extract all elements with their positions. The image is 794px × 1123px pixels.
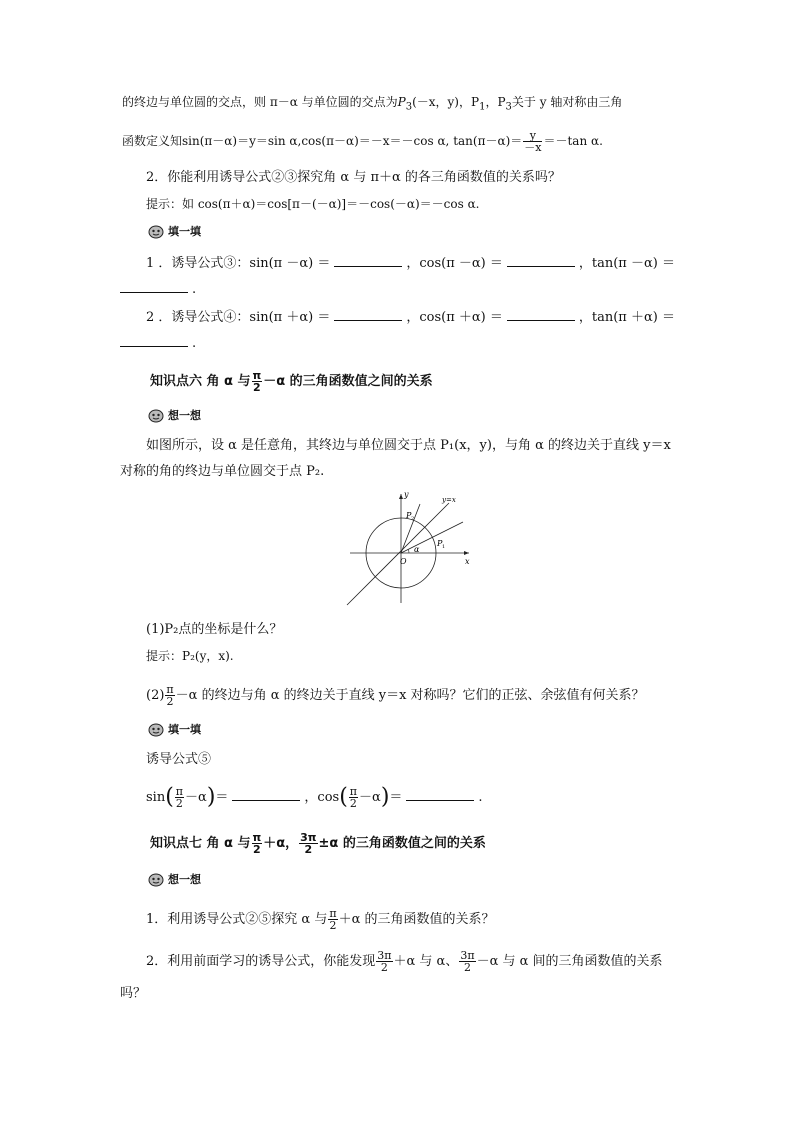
text-segment: 的终边与单位圆的交点，则 π－α 与单位圆的交点为	[122, 95, 398, 109]
fraction	[252, 370, 263, 393]
text-segment: －α 与 α 间的三角函数值的关系	[476, 954, 663, 969]
text-segment: 1．利用诱导公式②⑤探究 α 与	[146, 912, 328, 927]
fraction	[299, 832, 317, 855]
text-segment: 函数定义知sin(π－α)＝y＝sin α,cos(π－α)＝－x＝－cos α, tan(π－α)＝	[122, 134, 523, 148]
answer-blank[interactable]	[232, 788, 300, 801]
smiley-icon	[148, 873, 168, 887]
formula-3-line	[146, 254, 675, 272]
text-segment: ＝	[215, 790, 229, 805]
alpha-label: α	[414, 545, 420, 554]
line-label: y=x	[442, 496, 456, 504]
continued-text-line-1	[122, 94, 622, 115]
denominator: －x	[524, 141, 542, 154]
fraction	[523, 130, 542, 153]
text-segment: ，tan(π ＋α) ＝	[578, 310, 675, 325]
text-segment: 知识点六 角 α 与	[150, 374, 251, 389]
p1-label: P	[437, 539, 443, 548]
text-segment: －α	[185, 790, 207, 805]
fill-header	[148, 224, 201, 241]
paren: (	[165, 784, 174, 810]
think-label: 想一想	[168, 873, 201, 886]
hint-2: 提示：如 cos(π＋α)＝cos[π－(－α)]＝－cos(－α)＝－cos α.	[146, 197, 480, 211]
text-segment: P	[397, 95, 406, 109]
paren: )	[380, 784, 390, 810]
task-2-tail: 吗？	[120, 986, 147, 1001]
y-axis-arrow	[399, 494, 403, 499]
paren: )	[206, 784, 216, 810]
text-segment: ＋α，	[263, 836, 299, 851]
text-segment: 知识点七 角 α 与	[150, 836, 251, 851]
angle-arc	[408, 549, 409, 553]
text-segment: ＋α 的三角函数值的关系？	[338, 912, 495, 927]
smiley-icon	[148, 723, 168, 737]
numerator: 3π	[300, 831, 317, 844]
section-heading-7	[150, 832, 486, 855]
text-segment: .	[192, 336, 197, 351]
answer-blank[interactable]	[334, 254, 402, 267]
paren: (	[339, 784, 348, 810]
numerator: π	[166, 683, 174, 696]
continued-text-line-2	[122, 130, 603, 153]
answer-blank[interactable]	[406, 788, 474, 801]
terminal-side-alpha	[401, 522, 463, 553]
text-segment: ，cos(π ＋α) ＝	[406, 310, 503, 325]
text-segment: －α 的终边与角 α 的终边关于直线 y＝x 对称吗？它们的正弦、余弦值有何关系？	[175, 688, 645, 703]
think-header-2	[148, 872, 201, 889]
numerator: π	[329, 907, 337, 920]
text-segment: 2 ．诱导公式④：sin(π ＋α) ＝	[146, 310, 331, 325]
denominator: 2	[253, 381, 261, 394]
origin-label: O	[400, 557, 407, 566]
p2-sub: 2	[411, 516, 415, 522]
numerator: π	[349, 785, 358, 798]
numerator: 3π	[460, 949, 475, 962]
fraction	[328, 908, 337, 931]
formula-4-tail	[120, 334, 196, 352]
text-segment: 1 ．诱导公式③：sin(π －α) ＝	[146, 256, 331, 271]
question-2: 2．你能利用诱导公式②③探究角 α 与 π＋α 的各三角函数值的关系吗？	[146, 170, 561, 185]
fill-label: 填一填	[168, 723, 201, 736]
text-segment: ±α 的三角函数值之间的关系	[318, 836, 486, 851]
x-axis-arrow	[464, 551, 469, 555]
numerator: y	[523, 130, 542, 142]
numerator: π	[252, 831, 262, 844]
text-segment: 3	[405, 101, 413, 113]
task-1	[146, 908, 494, 931]
question-2-sub	[146, 684, 645, 707]
fraction	[175, 786, 184, 809]
text-segment: 关于 y 轴对称由三角	[511, 95, 623, 109]
text-segment: sin	[146, 790, 166, 805]
answer-blank[interactable]	[120, 280, 188, 293]
text-segment: －α	[359, 790, 381, 805]
denominator: 2	[329, 919, 337, 932]
text-segment: ＝－tan α.	[543, 134, 603, 148]
formula-4-line	[146, 308, 675, 326]
fraction	[165, 684, 174, 707]
question-1-sub: (1)P₂点的坐标是什么？	[146, 622, 283, 637]
text-segment: (－x，y)，P	[412, 95, 480, 109]
x-axis-label: x	[465, 557, 470, 566]
numerator: 3π	[377, 949, 392, 962]
answer-blank[interactable]	[120, 334, 188, 347]
numerator: π	[175, 785, 184, 798]
fraction	[349, 786, 358, 809]
denominator: 2	[349, 797, 357, 810]
p1-sub: 1	[442, 544, 446, 550]
text-segment: 3	[505, 101, 512, 113]
p2-label: P	[406, 511, 412, 520]
text-segment: －α 的三角函数值之间的关系	[263, 374, 433, 389]
fill-label: 填一填	[168, 225, 201, 238]
formula-5-line	[146, 786, 483, 809]
think-label: 想一想	[168, 409, 201, 422]
smiley-icon	[148, 409, 168, 423]
section-heading-6	[150, 370, 433, 393]
text-segment: ＝	[389, 790, 403, 805]
y-axis-label: y	[404, 490, 409, 499]
denominator: 2	[463, 961, 471, 974]
fraction	[459, 950, 475, 973]
text-segment: ＋α 与 α、	[393, 954, 459, 969]
formula-5-title: 诱导公式⑤	[146, 752, 212, 767]
text-segment: 1	[479, 101, 486, 113]
formula-3-tail	[120, 280, 196, 298]
text-segment: ，tan(π －α) ＝	[578, 256, 675, 271]
text-segment: ，P	[485, 95, 506, 109]
text-segment: ，cos(π －α) ＝	[406, 256, 503, 271]
hint-1-sub: 提示：P₂(y，x).	[146, 649, 234, 663]
denominator: 2	[380, 961, 388, 974]
denominator: 2	[253, 843, 261, 856]
text-segment: ，cos	[304, 790, 340, 805]
text-segment: 2．利用前面学习的诱导公式，你能发现	[146, 954, 376, 969]
text-segment: .	[478, 790, 483, 805]
answer-blank[interactable]	[507, 308, 575, 321]
fill-header-2	[148, 722, 201, 739]
numerator: π	[252, 369, 262, 382]
answer-blank[interactable]	[334, 308, 402, 321]
answer-blank[interactable]	[507, 254, 575, 267]
text-segment: (2)	[146, 688, 165, 703]
paragraph-line-2: 对称的角的终边与单位圆交于点 P₂.	[120, 464, 325, 479]
unit-circle-figure	[345, 490, 475, 606]
text-segment: .	[192, 282, 197, 297]
smiley-icon	[148, 225, 168, 239]
denominator: 2	[175, 797, 183, 810]
task-2	[146, 950, 663, 973]
paragraph-line-1: 如图所示，设 α 是任意角，其终边与单位圆交于点 P₁(x，y)，与角 α 的终边关于直线 y＝x	[146, 438, 671, 453]
denominator: 2	[166, 695, 174, 708]
think-header	[148, 408, 201, 425]
fraction	[376, 950, 392, 973]
denominator: 2	[304, 843, 313, 856]
fraction	[252, 832, 263, 855]
